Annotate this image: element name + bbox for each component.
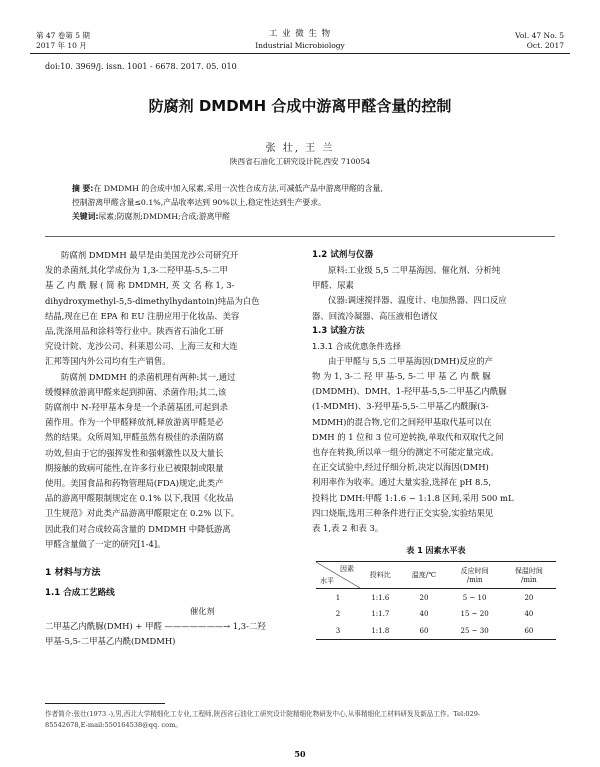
- cell-temperature: 20: [419, 593, 429, 602]
- header-temperature: [401, 562, 448, 589]
- text-line: 表 1,表 2 和表 3。: [312, 523, 384, 534]
- table-caption: 表 1 因素水平表: [406, 546, 466, 556]
- text-line: 发的杀菌剂,其化学成份为 1,3-二羟甲基-5,5-二甲: [45, 265, 228, 276]
- text-line: 防腐剂中 N-羟甲基本身是一个杀菌基团,可起到杀: [45, 402, 228, 413]
- intro-paragraph-2: [45, 370, 295, 552]
- text-line: 究设计院、龙沙公司、科莱恩公司、上海三友和大连: [45, 341, 238, 352]
- header-rule: [30, 53, 570, 54]
- page-number: 50: [294, 749, 306, 759]
- cell-temperature: 60: [419, 627, 429, 635]
- cell-level: 2: [335, 610, 341, 619]
- footnote: [45, 709, 560, 731]
- table-row: [316, 589, 556, 606]
- factor-level-table: [316, 561, 556, 640]
- cell-ratio: 1:1.8: [371, 627, 390, 635]
- text-line: 品,洗涤用品和涂料等行业中。陕西省石油化工研: [45, 326, 224, 337]
- text-line: (1-MDMH)、3-羟甲基-5,5-二甲基乙内酰脲(3-: [312, 401, 489, 412]
- authors: 张 壮, 王 兰: [265, 143, 335, 154]
- cell-ratio: 1:1.6: [371, 593, 390, 602]
- text-line: 四口烧瓶,选用三种条件进行正交实验,实验结果见: [312, 507, 494, 518]
- text-line: 原料:工业级 5,5 二甲基海因、催化剂、分析纯: [328, 265, 501, 275]
- text-line: 品的游离甲醛限制规定在 0.1% 以下,我国《化妆品: [45, 493, 234, 504]
- header-line: /min: [466, 576, 483, 585]
- text-line: 然的结果。众所周知,甲醛虽然有极佳的杀菌防腐: [45, 432, 224, 443]
- header-line: 保温时间: [514, 567, 543, 576]
- text-line: MDMH)的混合物,它们之间羟甲基取代基可以在: [312, 416, 492, 427]
- text-line: 利用率作为收率。通过大量实验,选择在 pH 8.5,: [312, 477, 492, 488]
- cell-hold-time: 20: [524, 593, 534, 602]
- left-column: [45, 248, 295, 649]
- text-line: 结晶,现在已在 EPA 和 EU 注册应用于化妆品、美容: [45, 310, 240, 321]
- cell-reaction-time: 25 ~ 30: [460, 627, 489, 635]
- table-row: [316, 623, 556, 640]
- abstract: [72, 182, 542, 224]
- text-line: 在正交试验中,经过仔细分析,决定以海因(DMH): [312, 462, 489, 473]
- reagent-paragraph: [312, 263, 560, 293]
- cell-reaction-time: 5 ~ 10: [462, 593, 487, 602]
- table-header-row: [316, 562, 556, 589]
- header-journal-en: Industrial Microbiology: [255, 41, 345, 50]
- text-line: 也存在转换,所以单一组分的测定不可能定量完成。: [312, 447, 499, 458]
- method-paragraph: [312, 354, 560, 536]
- text-line: 因此我们对合成较高含量的 DMDMH 中降低游离: [45, 523, 231, 534]
- text-line: 防腐剂 DMDMH 的杀菌机理有两种:其一,通过: [61, 371, 236, 382]
- text-line: 甲醛、尿素: [312, 280, 354, 291]
- doi: doi:10. 3969/j. issn. 1001 - 6678. 2017. 05. 010: [45, 62, 237, 71]
- header-date-en: Oct. 2017: [526, 41, 564, 50]
- section-heading-1: 1 材料与方法: [45, 567, 101, 579]
- section-heading-1-1: 1.1 合成工艺路线: [45, 588, 115, 599]
- header-volume: Vol. 47 No. 5: [515, 31, 564, 40]
- text-line: 汇邦等国内外公司均有生产销售。: [45, 356, 171, 367]
- reaction-line-2: 甲基-5,5-二甲基乙内酰(DMDMH): [45, 636, 176, 647]
- header-reaction-time: [447, 562, 501, 589]
- cell-hold-time: 40: [524, 610, 534, 619]
- header-line: 温度/℃: [411, 571, 437, 580]
- header-line: /min: [521, 576, 537, 585]
- cell-level: 3: [335, 627, 341, 635]
- abstract-rule: [45, 236, 555, 237]
- text-line: 防腐剂 DMDMH 最早是由美国龙沙公司研究开: [61, 250, 239, 260]
- header-line: 投料比: [369, 571, 391, 580]
- cell-ratio: 1:1.7: [371, 610, 390, 619]
- text-line: 投料比 DMH:甲醛 1:1.6 ~ 1:1.8 区间,采用 500 mL: [312, 492, 514, 503]
- intro-paragraph-1: [45, 248, 295, 370]
- instrument-paragraph: [312, 293, 560, 323]
- text-line: 由于甲醛与 5,5 二甲基海因(DMH)反应的产: [328, 355, 494, 366]
- table-corner-cell: [316, 562, 360, 589]
- header-issue: 第 47 卷第 5 期: [36, 31, 90, 40]
- table-row: [316, 606, 556, 623]
- header-journal-cn: 工 业 微 生 物: [268, 29, 332, 39]
- keywords-line: [72, 210, 542, 224]
- text-line: 器、回流冷凝器、高压液相色谱仪: [312, 310, 438, 321]
- abstract-text-2: 控制游离甲醛含量≤0.1%,产品收率达到 90%以上,稳定性达到生产要求。: [72, 198, 326, 207]
- text-line: 功效,但由于它的强挥发性和强刺激性以及大量长: [45, 447, 224, 458]
- right-column: [312, 248, 560, 640]
- affiliation: 陕西省石油化工研究设计院,西安 710054: [229, 157, 371, 166]
- header-line: 反应时间: [460, 567, 489, 576]
- text-line: 卫生规范》对此类产品游离甲醛限定在 0.2% 以下。: [45, 508, 240, 519]
- text-line: 期接触的致病可能性,在许多行业已被限制或限量: [45, 462, 224, 473]
- text-line: 基 乙 内 酰 脲 ( 简 称 DMDMH, 英 文 名 称 1, 3-: [45, 280, 235, 291]
- footnote-line-2: 85542678,E-mail:550164538@qq. com。: [45, 721, 182, 729]
- reaction-line-1: 二甲基乙内酰脲(DMH) + 甲醛 ———————→ 1,3-二羟: [45, 621, 266, 632]
- text-line: 菌作用。作为一个甲醛释放剂,释放游离甲醛是必: [45, 417, 224, 428]
- text-line: dihydroxymethyl-5,5-dimethylhydantoin)纯品为白色: [45, 295, 260, 306]
- keywords-label: 关键词:: [72, 212, 99, 221]
- text-line: 使用。美国食品和药物管理局(FDA)规定,此类产: [45, 478, 224, 489]
- cell-temperature: 40: [419, 610, 429, 619]
- cell-hold-time: 60: [524, 627, 534, 635]
- corner-factor-label: 因素: [340, 565, 354, 574]
- footnote-rule: [45, 703, 165, 704]
- text-line: 仪器:调速搅拌器、温度计、电加热器、四口反应: [328, 295, 507, 306]
- section-heading-1-3: 1.3 试验方法: [312, 325, 365, 336]
- abstract-line-1: [72, 182, 542, 196]
- page-title: 防腐剂 DMDMH 合成中游离甲醛含量的控制: [148, 97, 452, 115]
- catalyst-label: 催化剂: [190, 606, 215, 617]
- header-ratio: [360, 562, 401, 589]
- header-hold-time: [502, 562, 556, 589]
- header-date: 2017 年 10 月: [36, 41, 87, 50]
- text-line: 缓慢释放游离甲醛来起到抑菌、杀菌作用;其二,该: [45, 386, 227, 397]
- section-heading-1-3-1: 1.3.1 合成优惠条件选择: [312, 340, 401, 351]
- text-line: 物 为 1, 3-二 羟 甲 基-5, 5-二 甲 基 乙 内 酰 脲: [312, 371, 491, 382]
- abstract-text-1: 在 DMDMH 的合成中加入尿素,采用一次性合成方法,可减低产品中游离甲醛的含量,: [93, 184, 383, 193]
- text-line: 甲醛含量做了一定的研究[1-4]。: [45, 538, 166, 549]
- abstract-label: 摘 要:: [72, 184, 94, 193]
- cell-reaction-time: 15 ~ 20: [460, 610, 489, 619]
- cell-level: 1: [335, 593, 341, 602]
- footnote-line-1: 作者简介:张壮(1973 -),男,西北大学精细化工专业,工程师,陕西省石油化工研究设计院精细化物研发中心,从事精细化工材料研发及新品工作。Tel:029-: [45, 710, 481, 718]
- keywords-text: 尿素;防腐剂;DMDMH;合成;游离甲醛: [98, 212, 231, 221]
- text-line: (DMDMH)、DMH、1-羟甲基-5,5-二甲基乙内酰脲: [312, 386, 507, 397]
- section-heading-1-2: 1.2 试剂与仪器: [312, 250, 374, 260]
- corner-level-label: 水平: [320, 577, 334, 586]
- text-line: DMH 的 1 位和 3 位可逆转换,单取代和双取代之间: [312, 431, 504, 442]
